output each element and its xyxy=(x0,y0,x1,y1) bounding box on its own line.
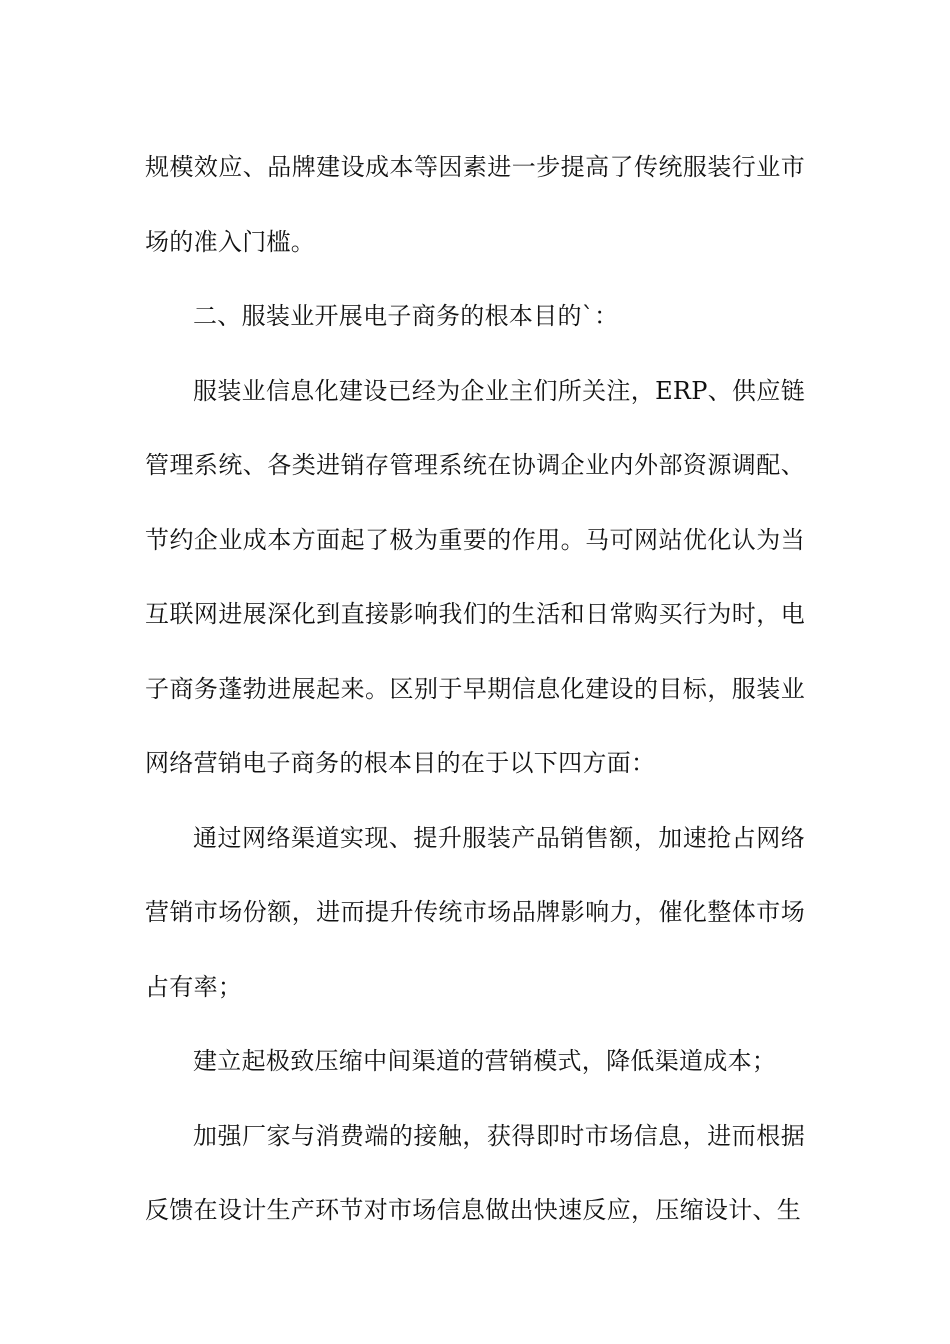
paragraph-intro: 服装业信息化建设已经为企业主们所关注，ERP、供应链管理系统、各类进销存管理系统在协调企业内外部资源调配、节约企业成本方面起了极为重要的作用。马可网站优化认为当互联网进展深化到直接影响我们的生活和日常购买行为时，电子商务蓬勃进展起来。区别于早期信息化建设的目标，服装业网络营销电子商务的根本目的在于以下四方面： xyxy=(145,376,805,777)
paragraph-point-1: 通过网络渠道实现、提升服装产品销售额，加速抢占网络营销市场份额，进而提升传统市场品牌影响力，催化整体市场占有率； xyxy=(145,823,805,1001)
document-body xyxy=(145,130,805,1248)
paragraph-point-3: 加强厂家与消费端的接触，获得即时市场信息，进而根据反馈在设计生产环节对市场信息做出快速反应，压缩设计、生 xyxy=(145,1121,805,1224)
paragraph-point-2: 建立起极致压缩中间渠道的营销模式，降低渠道成本； xyxy=(193,1047,777,1075)
paragraph-continuation: 规模效应、品牌建设成本等因素进一步提高了传统服装行业市场的准入门槛。 xyxy=(145,153,805,256)
section-heading: 二、服装业开展电子商务的根本目的`： xyxy=(193,302,619,330)
